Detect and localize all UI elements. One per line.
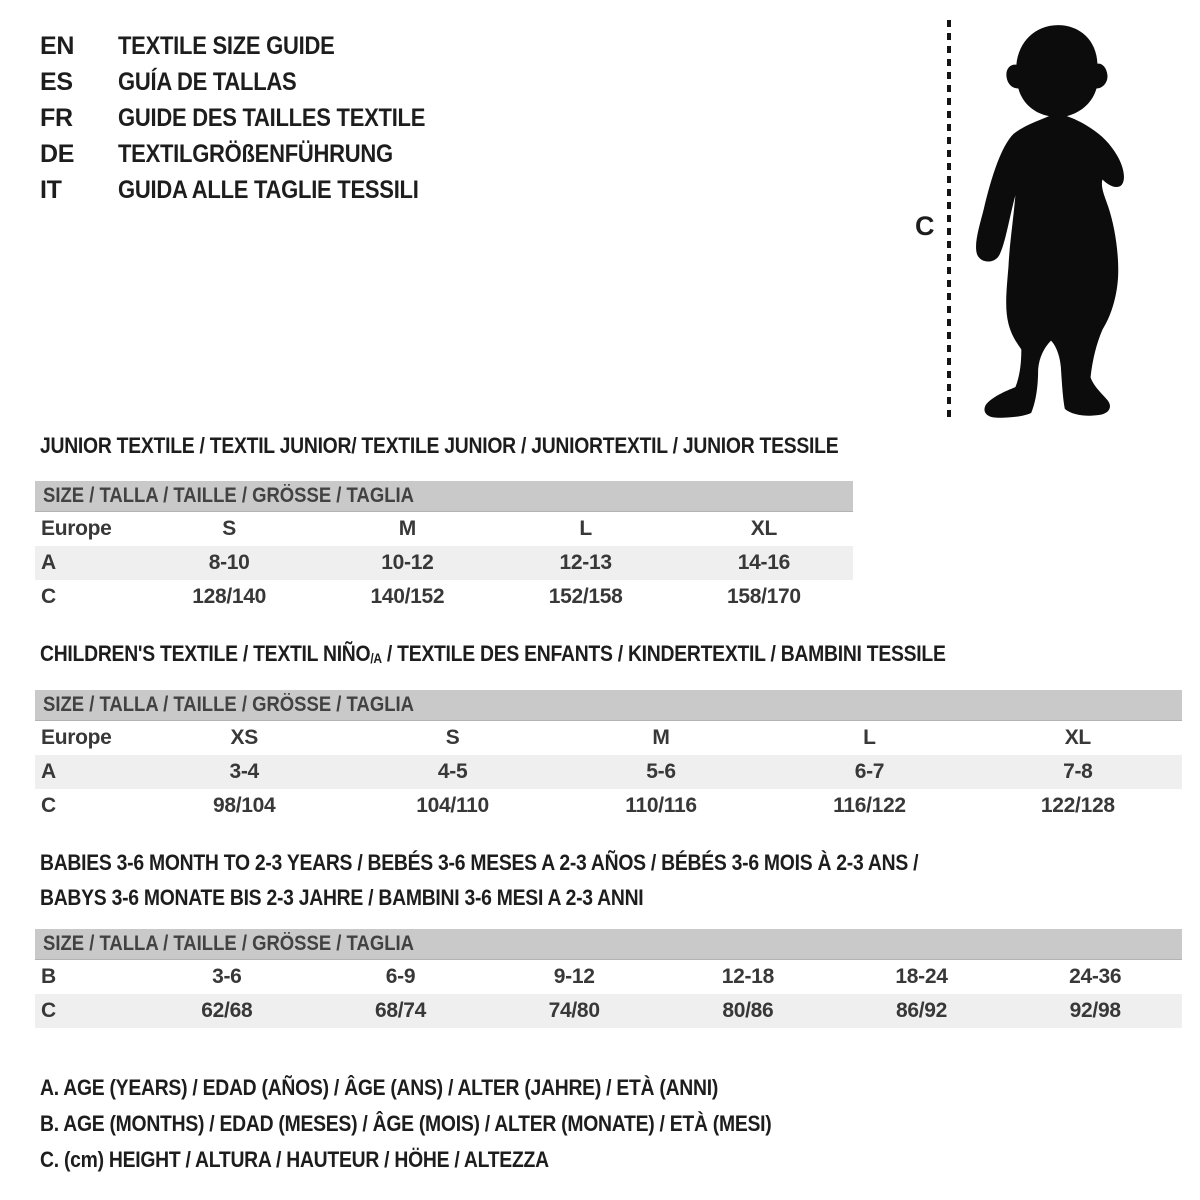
cell-value: 122/128	[1040, 794, 1115, 817]
babies-title-line2: BABYS 3-6 MONATE BIS 2-3 JAHRE / BAMBINI 3-6 MESI A 2-3 ANNI	[40, 885, 644, 910]
cell-value: 10-12	[381, 551, 434, 574]
junior-section-title	[40, 433, 947, 459]
lang-row-de	[40, 136, 467, 172]
cell-value: 116/122	[833, 794, 906, 817]
table-row	[35, 580, 853, 614]
lang-code: EN	[40, 31, 75, 60]
legend-line-b-text: B. AGE (MONTHS) / EDAD (MESES) / ÂGE (MOIS) / ALTER (MONATE) / ETÀ (MESI)	[40, 1111, 772, 1136]
table-row	[35, 994, 1182, 1028]
measurement-legend	[40, 1070, 871, 1178]
cell-value: 24-36	[1069, 965, 1122, 988]
children-section-title	[40, 641, 1069, 667]
children-table-body	[35, 721, 1182, 823]
size-table-header-text: SIZE / TALLA / TAILLE / GRÖSSE / TAGLIA	[43, 932, 414, 955]
children-section-title-text	[40, 641, 946, 667]
table-row	[35, 546, 853, 580]
size-table-header	[35, 481, 853, 512]
cell-value: 3-4	[229, 760, 259, 783]
cell-value: 12-18	[721, 965, 774, 988]
junior-section-title-text: JUNIOR TEXTILE / TEXTIL JUNIOR/ TEXTILE JUNIOR / JUNIORTEXTIL / JUNIOR TESSILE	[40, 433, 839, 458]
cell-value: 9-12	[553, 965, 595, 988]
cell-value: L	[863, 726, 876, 749]
baby-silhouette-shape	[976, 25, 1124, 418]
cell-value: 110/116	[625, 794, 697, 817]
cell-value: 86/92	[895, 999, 948, 1022]
cell-value: 140/152	[370, 585, 445, 608]
cell-value: XL	[1064, 726, 1091, 749]
babies-size-table	[35, 929, 1182, 1028]
lang-code: DE	[40, 139, 75, 168]
junior-size-table	[35, 481, 853, 614]
cell-value: L	[579, 517, 592, 540]
cell-value: 104/110	[416, 794, 489, 817]
cell-value: S	[222, 517, 236, 540]
lang-code: ES	[40, 67, 73, 96]
cell-value: 98/104	[212, 794, 276, 817]
babies-section-title	[40, 845, 1038, 915]
legend-line-c-text: C. (cm) HEIGHT / ALTURA / HAUTEUR / HÖHE / ALTEZZA	[40, 1147, 549, 1172]
lang-row-fr	[40, 100, 467, 136]
size-table-header	[35, 929, 1182, 960]
cell-value: 12-13	[559, 551, 612, 574]
row-label: A	[41, 760, 56, 783]
babies-title-line1: BABIES 3-6 MONTH TO 2-3 YEARS / BEBÉS 3-6 MESES A 2-3 AÑOS / BÉBÉS 3-6 MOIS À 2-3 ANS /	[40, 850, 919, 875]
babies-table-body	[35, 960, 1182, 1028]
cell-value: XL	[750, 517, 777, 540]
cell-value: 3-6	[212, 965, 242, 988]
lang-title: TEXTILE SIZE GUIDE	[118, 31, 335, 60]
lang-title: GUIDE DES TAILLES TEXTILE	[118, 103, 426, 132]
table-row	[35, 512, 853, 546]
legend-line-c	[40, 1142, 871, 1178]
row-label: A	[41, 551, 56, 574]
table-row	[35, 789, 1182, 823]
cell-value: 18-24	[895, 965, 948, 988]
cell-value: 7-8	[1063, 760, 1093, 783]
cell-value: 92/98	[1069, 999, 1121, 1022]
cell-value: 8-10	[208, 551, 250, 574]
lang-code: FR	[40, 103, 73, 132]
lang-code: IT	[40, 175, 62, 204]
cell-value: M	[398, 517, 416, 540]
cell-value: 14-16	[737, 551, 790, 574]
lang-row-en	[40, 28, 467, 64]
height-measure-label: C	[915, 211, 935, 241]
cell-value: XS	[230, 726, 258, 749]
cell-value: 5-6	[646, 760, 676, 783]
cell-value: 80/86	[722, 999, 774, 1022]
legend-line-b	[40, 1106, 871, 1142]
row-label: C	[41, 999, 56, 1022]
lang-title: GUÍA DE TALLAS	[118, 67, 297, 96]
row-label: C	[41, 794, 56, 817]
cell-value: 128/140	[192, 585, 267, 608]
table-row	[35, 755, 1182, 789]
row-label: C	[41, 585, 56, 608]
cell-value: 158/170	[726, 585, 801, 608]
lang-title: TEXTILGRÖßENFÜHRUNG	[118, 139, 393, 168]
cell-value: 62/68	[201, 999, 253, 1022]
lang-row-it	[40, 172, 467, 208]
cell-value: 4-5	[437, 760, 468, 783]
children-title-pre: CHILDREN'S TEXTILE / TEXTIL NIÑO	[40, 641, 371, 666]
table-row	[35, 960, 1182, 994]
cell-value: 6-9	[385, 965, 416, 988]
children-size-table	[35, 690, 1182, 823]
baby-silhouette	[962, 16, 1140, 422]
lang-row-es	[40, 64, 467, 100]
height-measure-dashed-line	[947, 20, 951, 418]
children-title-post: / TEXTILE DES ENFANTS / KINDERTEXTIL / BAMBINI TESSILE	[381, 641, 946, 666]
row-label: Europe	[41, 726, 112, 749]
children-title-sub: /A	[370, 651, 382, 667]
size-table-header-text: SIZE / TALLA / TAILLE / GRÖSSE / TAGLIA	[43, 484, 414, 507]
junior-table-body	[35, 512, 853, 614]
table-row	[35, 721, 1182, 755]
row-label: Europe	[41, 517, 112, 540]
cell-value: 74/80	[548, 999, 600, 1022]
cell-value: S	[445, 726, 460, 749]
lang-title: GUIDA ALLE TAGLIE TESSILI	[118, 175, 419, 204]
cell-value: 152/158	[548, 585, 623, 608]
language-title-block	[40, 28, 467, 208]
cell-value: M	[652, 726, 670, 749]
size-table-header	[35, 690, 1182, 721]
cell-value: 68/74	[374, 999, 427, 1022]
cell-value: 6-7	[854, 760, 885, 783]
legend-line-a	[40, 1070, 871, 1106]
size-table-header-text: SIZE / TALLA / TAILLE / GRÖSSE / TAGLIA	[43, 693, 414, 716]
row-label: B	[41, 965, 56, 988]
legend-line-a-text: A. AGE (YEARS) / EDAD (AÑOS) / ÂGE (ANS) / ALTER (JAHRE) / ETÀ (ANNI)	[40, 1075, 719, 1100]
